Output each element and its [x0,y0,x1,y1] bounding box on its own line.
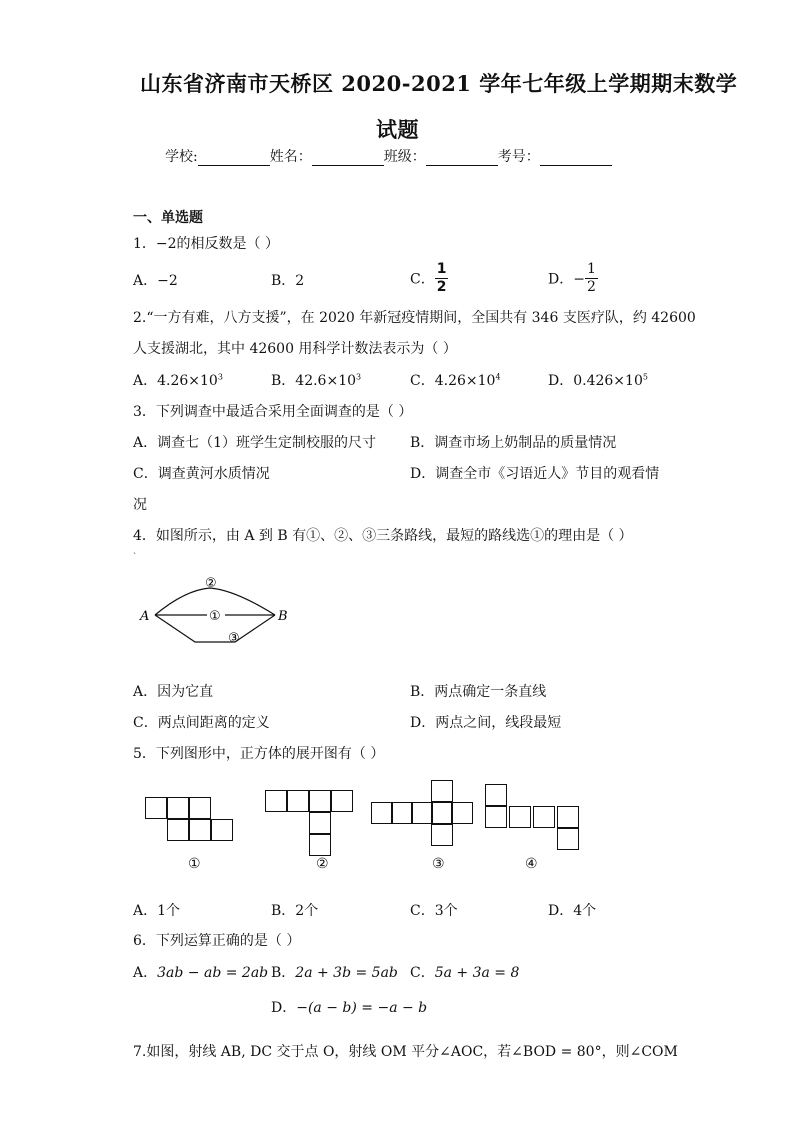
name-label: 姓名： [269,149,312,165]
q6-stem: 6．下列运算正确的是（ ） [133,933,301,949]
q1-c-fraction [435,261,449,296]
net-4-label: ④ [525,856,538,872]
q5-option-c: C．3个 [410,903,458,919]
q5-option-d: D．4个 [548,903,597,919]
q2-a-text: A．4.26×10 [133,373,218,389]
q6-d-expr: −(a − b) = −a − b [296,1000,428,1016]
q1-option-c [410,261,448,296]
net-3-label: ③ [432,856,445,872]
q6-option-a [133,962,268,982]
q1-option-b: B．2 [271,273,305,289]
route-1-label: ① [209,609,221,624]
net-1-label: ① [188,856,201,872]
q1-c-den: 2 [436,279,447,295]
q3-option-c: C．调查黄河水质情况 [133,466,270,482]
q5-option-b: B．2个 [271,903,319,919]
q5-stem: 5．下列图形中，正方体的展开图有（ ） [133,746,385,762]
q6-a-prefix: A． [133,965,158,981]
q6-option-b [271,962,398,982]
q3-option-b: B．调查市场上奶制品的质量情况 [410,435,617,451]
q1-option-a: A．−2 [133,273,178,289]
q1-d-prefix: D．− [548,271,585,288]
q4-option-d: D．两点之间，线段最短 [410,715,562,731]
q5-option-a: A．1个 [133,903,181,919]
number-blank[interactable] [540,151,612,166]
q6-option-d [271,997,427,1017]
q1-c-prefix: C． [410,271,435,288]
q2-line2: 人支援湖北，其中 42600 用科学计数法表示为（ ） [133,341,457,357]
q1-stem: 1．−2的相反数是（ ） [133,236,279,252]
point-b-label: B [278,609,288,624]
q2-option-c [410,370,501,390]
name-blank[interactable] [312,151,384,166]
q6-b-prefix: B． [271,965,296,981]
q2-d-text: D．0.426×10 [548,373,643,389]
q2-d-exp: 5 [642,372,648,382]
net-2-label: ② [316,856,329,872]
q2-option-a [133,370,223,390]
class-blank[interactable] [426,151,498,166]
q1-d-fraction [585,261,598,296]
page-title-line2: 试题 [376,117,419,142]
route-3-label: ③ [228,631,240,646]
q1-option-d [548,261,598,296]
q4-option-c: C．两点间距离的定义 [133,715,270,731]
q3-option-d-cont: 况 [133,497,147,513]
q4-stem: 4．如图所示，由 A 到 B 有①、②、③三条路线，最短的路线选①的理由是（ ） [133,528,633,544]
q7-stem: 7.如图，射线 AB, DC 交于点 O，射线 OM 平分∠AOC，若∠BOD = 80°，则∠COM [133,1044,678,1060]
school-label: 学校: [165,149,198,165]
q4-option-b: B．两点确定一条直线 [410,684,547,700]
number-label: 考号： [497,149,540,165]
q6-d-prefix: D． [271,1000,297,1016]
q6-c-prefix: C． [410,965,435,981]
q3-option-a: A．调查七（1）班学生定制校服的尺寸 [133,435,377,451]
q6-b-expr: 2a + 3b = 5ab [295,965,398,981]
q4-mark: ` [133,552,137,561]
q6-c-expr: 5a + 3a = 8 [434,965,520,981]
route-2-label: ② [205,576,217,591]
q2-b-exp: 3 [356,372,362,382]
q4-option-a: A．因为它直 [133,684,214,700]
q1-d-num: 1 [586,261,596,277]
class-label: 班级： [383,149,426,165]
school-blank[interactable] [198,151,270,166]
q1-d-den: 2 [586,279,596,295]
q1-c-num: 1 [436,261,447,277]
q3-stem: 3．下列调查中最适合采用全面调查的是（ ） [133,404,413,420]
q2-c-exp: 4 [495,372,501,382]
q6-option-c [410,962,519,982]
q2-option-b [271,370,361,390]
q3-option-d: D．调查全市《习语近人》节目的观看情 [410,466,660,482]
q2-a-exp: 3 [217,372,223,382]
page-title-line1: 山东省济南市天桥区 2020-2021 学年七年级上学期期末数学 [140,71,738,96]
q2-c-text: C．4.26×10 [410,373,496,389]
q2-b-text: B．42.6×10 [271,373,357,389]
section-title: 一、单选题 [133,210,203,226]
point-a-label: A [140,609,150,624]
q4-route-figure [135,570,295,650]
info-line [165,146,612,166]
q2-option-d [548,370,648,390]
q6-a-expr: 3ab − ab = 2ab [157,965,269,981]
q2-line1: 2.“一方有难，八方支援”，在 2020 年新冠疫情期间，全国共有 346 支医疗队，约 42600 [133,310,696,326]
